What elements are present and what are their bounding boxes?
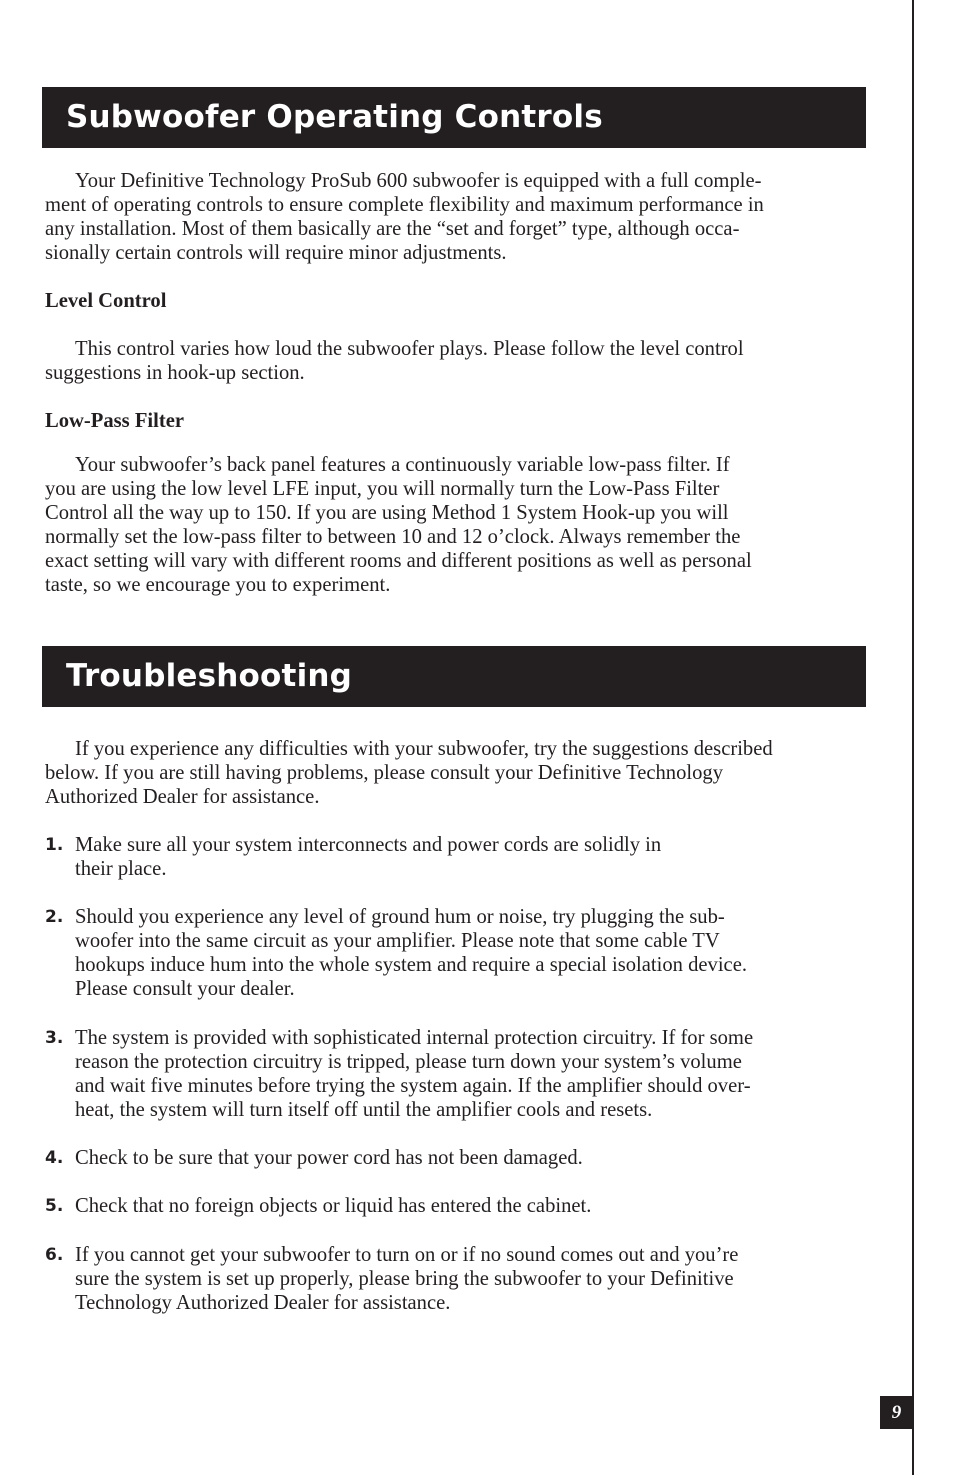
intro-line: Your Definitive Technology ProSub 600 subwoofer is equipped with a full comple- [75,170,762,192]
item-line: woofer into the same circuit as your amplifier. Please note that some cable TV [75,930,720,952]
item-number: 4. [45,1148,64,1168]
low-pass-line: taste, so we encourage you to experiment. [45,574,391,596]
item-number: 3. [45,1028,64,1048]
troubleshooting-intro-line: Authorized Dealer for assistance. [45,786,320,808]
item-line: and wait five minutes before trying the system again. If the amplifier should over- [75,1075,751,1097]
low-pass-filter-heading: Low-Pass Filter [45,410,184,432]
section-heading-operating-controls: Subwoofer Operating Controls [42,87,866,148]
item-text [75,1146,865,1170]
intro-paragraph [45,169,865,265]
level-control-paragraph [45,337,865,385]
page-edge-rule [912,0,914,1475]
item-line: hookups induce hum into the whole system and require a special isolation device. [75,954,747,976]
low-pass-line: normally set the low-pass filter to between 10 and 12 o’clock. Always remember the [45,526,741,548]
level-control-line: suggestions in hook-up section. [45,362,305,384]
low-pass-line: Control all the way up to 150. If you are using Method 1 System Hook-up you will [45,502,729,524]
item-text [75,833,865,881]
item-line: heat, the system will turn itself off until the amplifier cools and resets. [75,1099,653,1121]
item-number: 6. [45,1245,64,1265]
item-text [75,1026,865,1122]
item-line: If you cannot get your subwoofer to turn on or if no sound comes out and you’re [75,1244,739,1266]
item-line: Should you experience any level of ground hum or noise, try plugging the sub- [75,906,725,928]
item-line: Technology Authorized Dealer for assistance. [75,1292,451,1314]
item-line: sure the system is set up properly, please bring the subwoofer to your Definitive [75,1268,734,1290]
item-number: 1. [45,835,64,855]
item-line: Please consult your dealer. [75,978,295,1000]
item-text [75,905,865,1001]
level-control-line: This control varies how loud the subwoofer plays. Please follow the level control [75,338,744,360]
section-heading-troubleshooting: Troubleshooting [42,646,866,707]
item-line: The system is provided with sophisticated internal protection circuitry. If for some [75,1027,754,1049]
item-line: Check to be sure that your power cord has not been damaged. [75,1147,583,1169]
item-line: Check that no foreign objects or liquid has entered the cabinet. [75,1195,592,1217]
intro-line: any installation. Most of them basically are the “set and forget” type, although occa- [45,218,740,240]
troubleshooting-intro-paragraph [45,737,865,809]
troubleshooting-intro-line: below. If you are still having problems, please consult your Definitive Technology [45,762,723,784]
level-control-heading: Level Control [45,290,167,312]
item-number: 5. [45,1196,64,1216]
low-pass-line: exact setting will vary with different rooms and different positions as well as personal [45,550,752,572]
low-pass-line: Your subwoofer’s back panel features a continuously variable low-pass filter. If [75,454,730,476]
item-line: their place. [75,858,167,880]
item-line: Make sure all your system interconnects and power cords are solidly in [75,834,662,856]
page-number: 9 [880,1396,913,1429]
intro-line: ment of operating controls to ensure complete flexibility and maximum performance in [45,194,764,216]
item-text [75,1194,865,1218]
item-text [75,1243,865,1315]
item-line: reason the protection circuitry is tripped, please turn down your system’s volume [75,1051,742,1073]
low-pass-line: you are using the low level LFE input, you will normally turn the Low-Pass Filter [45,478,720,500]
low-pass-filter-paragraph [45,453,865,597]
intro-line: sionally certain controls will require minor adjustments. [45,242,507,264]
item-number: 2. [45,907,64,927]
troubleshooting-intro-line: If you experience any difficulties with your subwoofer, try the suggestions described [75,738,773,760]
